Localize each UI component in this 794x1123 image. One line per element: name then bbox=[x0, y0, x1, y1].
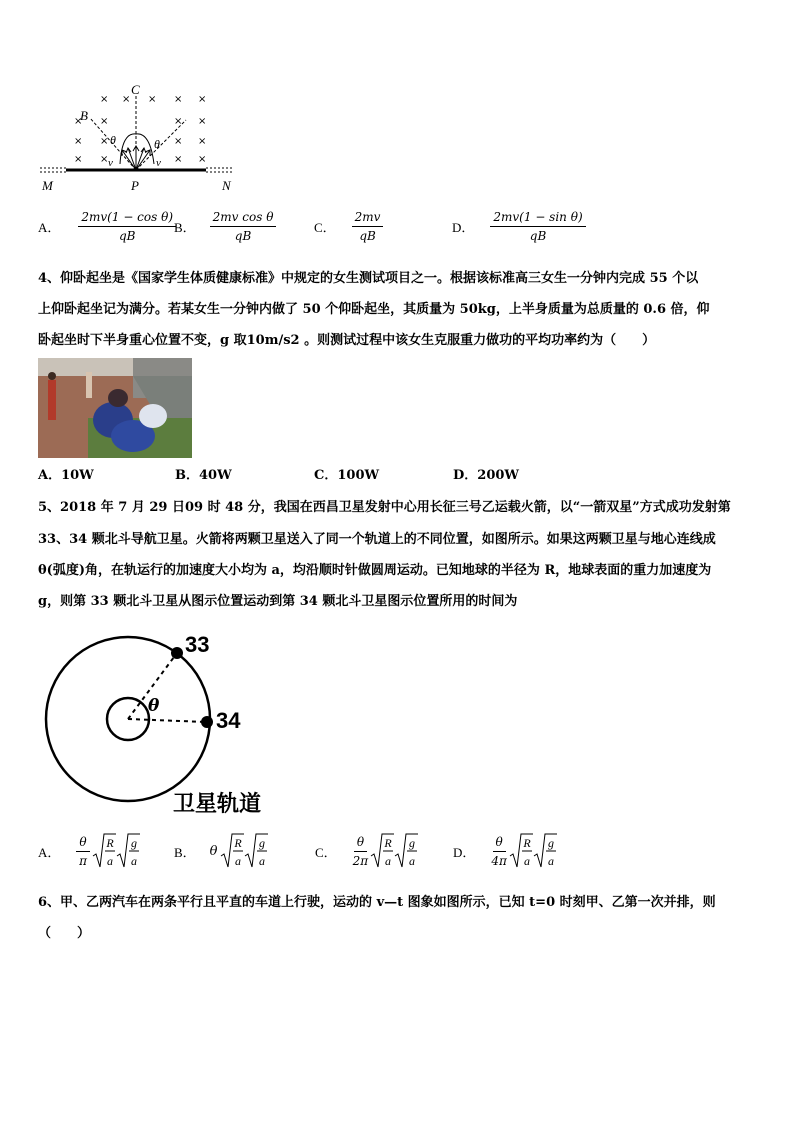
q4-line-1: 4、仰卧起坐是《国家学生体质健康标准》中规定的女生测试项目之一。根据该标准高三女生一分钟内完成 55 个以 bbox=[38, 271, 699, 286]
option-label: D． bbox=[453, 844, 476, 860]
velocity-arrows bbox=[122, 146, 150, 170]
satellite-34-label: 34 bbox=[216, 708, 241, 733]
field-cross: × bbox=[74, 154, 83, 165]
sqrt-term: a bbox=[385, 854, 392, 868]
q4-option-a: A．10W bbox=[38, 468, 94, 483]
option-label: A． bbox=[38, 220, 61, 235]
sqrt-fraction bbox=[92, 832, 116, 870]
sqrt-fraction bbox=[220, 832, 244, 870]
satellite-orbit-diagram bbox=[40, 625, 290, 820]
label-v-left: v bbox=[108, 157, 113, 169]
label-p: P bbox=[131, 178, 139, 193]
label-theta-left: θ bbox=[110, 133, 116, 147]
q5-line-2: 33、34 颗北斗导航卫星。火箭将两颗卫星送入了同一个轨道上的不同位置，如图所示。如果这两颗卫星与地心连线成 bbox=[38, 532, 716, 547]
q3-option-d bbox=[452, 210, 586, 243]
sqrt-term: a bbox=[130, 854, 137, 868]
q4-option-b: B．40W bbox=[175, 468, 232, 483]
orbit-caption: 卫星轨道 bbox=[173, 792, 262, 817]
option-fraction: $\frac{\text{2mv(1 − cos θ)}}{qB}$ bbox=[78, 210, 176, 243]
q5-line-3: θ(弧度)角，在轨运行的加速度大小均为 a，均沿顺时针做圆周运动。已知地球的半径为 R，地球表面的重力加速度为 bbox=[38, 563, 712, 578]
q3-option-b bbox=[174, 210, 276, 243]
sqrt-fraction bbox=[394, 832, 418, 870]
sqrt-expression bbox=[370, 832, 418, 870]
sqrt-fraction bbox=[370, 832, 394, 870]
field-cross: × bbox=[174, 94, 183, 105]
label-n: N bbox=[222, 178, 231, 193]
sqrt-term: a bbox=[523, 854, 530, 868]
field-cross: × bbox=[122, 94, 131, 105]
option-fraction: $\frac{\text{2mv cos θ}}{qB}$ bbox=[210, 210, 277, 243]
q3-option-c bbox=[314, 210, 383, 243]
label-theta-right: θ bbox=[154, 137, 160, 151]
field-cross: × bbox=[174, 116, 183, 127]
option-fraction: $\frac{2mv}{qB}$ bbox=[352, 210, 384, 243]
option-fraction: $\frac{\theta}{2\pi}$ bbox=[352, 834, 369, 868]
sqrt-fraction bbox=[509, 832, 533, 870]
q5-options bbox=[38, 832, 758, 878]
trajectory-arc bbox=[120, 134, 154, 164]
q4-option-d: D．200W bbox=[453, 468, 520, 483]
magnetic-field-diagram bbox=[36, 82, 246, 198]
sqrt-term: R bbox=[523, 836, 531, 850]
satellite-33 bbox=[171, 647, 183, 659]
field-cross: × bbox=[198, 116, 207, 127]
label-m: M bbox=[42, 178, 53, 193]
sqrt-fraction bbox=[244, 832, 268, 870]
satellite-34 bbox=[201, 716, 213, 728]
sqrt-term: R bbox=[384, 836, 392, 850]
q4-option-c: C．100W bbox=[314, 468, 380, 483]
option-fraction: $\frac{\text{2mv(1 − sin θ)}}{qB}$ bbox=[490, 210, 585, 243]
field-cross: × bbox=[148, 94, 157, 105]
option-label: C． bbox=[315, 844, 337, 860]
option-fraction: $\frac{\theta}{\pi}$ bbox=[76, 835, 89, 868]
sqrt-expression bbox=[509, 832, 557, 870]
option-label: C． bbox=[314, 220, 336, 235]
q5-line-4: g，则第 33 颗北斗卫星从图示位置运动到第 34 颗北斗卫星图示位置所用的时间为 bbox=[38, 594, 518, 609]
field-crosses bbox=[74, 94, 206, 165]
radius-34 bbox=[128, 719, 206, 722]
situp-photo bbox=[38, 358, 192, 458]
option-label: B． bbox=[174, 844, 196, 860]
sqrt-expression bbox=[220, 832, 268, 870]
q5-option-a bbox=[38, 832, 140, 870]
field-cross: × bbox=[74, 116, 83, 127]
q4-line-3: 卧起坐时下半身重心位置不变，g 取10m/s2 。则测试过程中该女生克服重力做功的平均功率约为（ ） bbox=[38, 333, 656, 348]
sqrt-term: a bbox=[409, 854, 416, 868]
sqrt-term: a bbox=[106, 854, 113, 868]
sqrt-term: a bbox=[234, 854, 241, 868]
option-label: B． bbox=[174, 220, 196, 235]
label-b: B bbox=[80, 108, 88, 123]
sqrt-term: R bbox=[105, 836, 114, 850]
sqrt-term: g bbox=[130, 836, 137, 850]
field-cross: × bbox=[100, 116, 109, 127]
q3-options bbox=[38, 210, 758, 250]
sqrt-term: R bbox=[233, 836, 242, 850]
q4-line-2: 上仰卧起坐记为满分。若某女生一分钟内做了 50 个仰卧起坐，其质量为 50kg，上半身质量为总质量的 0.6 倍，仰 bbox=[38, 302, 710, 317]
q5-option-c bbox=[315, 832, 418, 870]
field-cross: × bbox=[174, 136, 183, 147]
q5-line-1: 5、2018 年 7 月 29 日09 时 48 分，我国在西昌卫星发射中心用长征三号乙运载火箭，以“一箭双星”方式成功发射第 bbox=[38, 500, 731, 515]
q6-line-1: 6、甲、乙两汽车在两条平行且平直的车道上行驶，运动的 v—t 图象如图所示，已知 t=0 时刻甲、乙第一次并排，则 bbox=[38, 895, 716, 910]
angle-theta-label: θ bbox=[148, 696, 160, 716]
field-cross: × bbox=[198, 154, 207, 165]
option-label: D． bbox=[452, 220, 475, 235]
sqrt-term: a bbox=[547, 854, 554, 868]
sqrt-fraction bbox=[116, 832, 140, 870]
q6-line-2: （ ） bbox=[38, 926, 91, 941]
label-v-right: v bbox=[156, 157, 161, 169]
field-cross: × bbox=[198, 94, 207, 105]
q5-option-d bbox=[453, 832, 557, 870]
field-cross: × bbox=[100, 136, 109, 147]
option-label: A． bbox=[38, 844, 61, 860]
field-cross: × bbox=[174, 154, 183, 165]
sqrt-term: a bbox=[258, 854, 265, 868]
option-fraction: $\frac{\theta}{4\pi}$ bbox=[491, 834, 507, 868]
sqrt-term: g bbox=[409, 836, 416, 850]
option-prefix: θ bbox=[209, 843, 218, 859]
q4-options bbox=[38, 468, 758, 486]
q5-option-b bbox=[174, 832, 268, 870]
field-cross: × bbox=[100, 94, 109, 105]
sqrt-term: g bbox=[547, 836, 554, 850]
sqrt-expression bbox=[92, 832, 140, 870]
label-c: C bbox=[131, 82, 140, 97]
field-cross: × bbox=[100, 154, 109, 165]
field-cross: × bbox=[198, 136, 207, 147]
q3-option-a bbox=[38, 210, 176, 243]
sqrt-fraction bbox=[533, 832, 557, 870]
satellite-33-label: 33 bbox=[185, 632, 210, 657]
sqrt-term: g bbox=[258, 836, 265, 850]
field-cross: × bbox=[74, 136, 83, 147]
